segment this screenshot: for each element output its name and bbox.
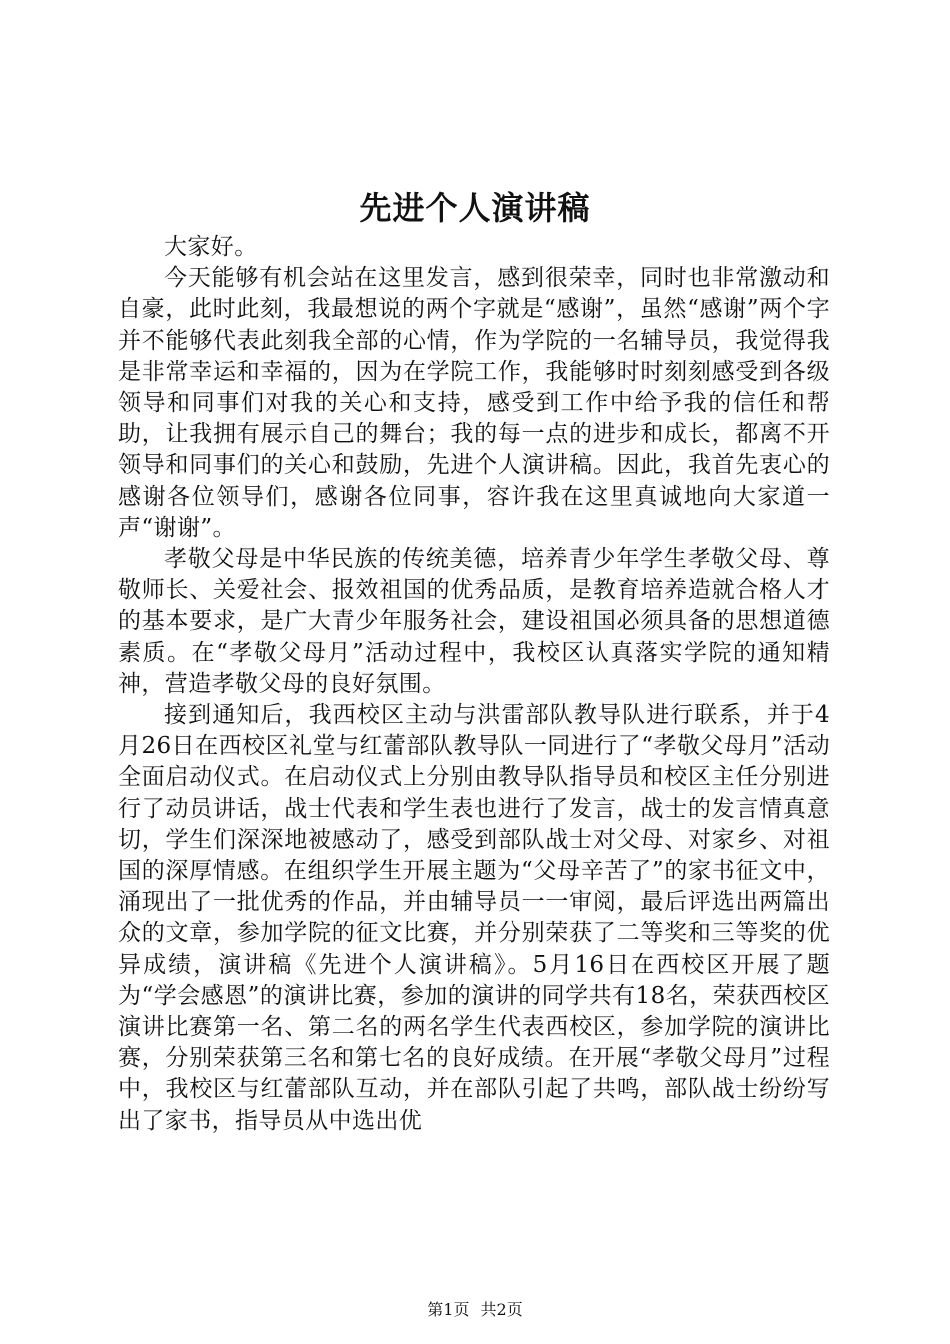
paragraph-activities: 接到通知后，我西校区主动与洪雷部队教导队进行联系，并于4月26日在西校区礼堂与红蕾部队教导队一同进行了“孝敬父母月”活动全面启动仪式。在启动仪式上分别由教导队指导员和校区主任分别进行了动员讲话，战士代表和学生表也进行了发言，战士的发言情真意切，学生们深深地被感动了，感受到部队战士对父母、对家乡、对祖国的深厚情感。在组织学生开展主题为“父母辛苦了”的家书征文中，涌现出了一批优秀的作品，并由辅导员一一审阅，最后评选出两篇出众的文章，参加学院的征文比赛，并分别荣获了二等奖和三等奖的优异成绩，演讲稿《先进个人演讲稿》。5月16日在西校区开展了题为“学会感恩”的演讲比赛，参加的演讲的同学共有18名，荣获西校区演讲比赛第一名、第二名的两名学生代表西校区，参加学院的演讲比赛，分别荣获第三名和第七名的良好成绩。在开展“孝敬父母月”过程中，我校区与红蕾部队互动，并在部队引起了共鸣，部队战士纷纷写出了家书，指导员从中选出优 [118, 702, 830, 1134]
paragraph-greeting: 大家好。 [164, 234, 258, 260]
page-footer [0, 1298, 950, 1322]
paragraph-thanks: 今天能够有机会站在这里发言，感到很荣幸，同时也非常激动和自豪，此时此刻，我最想说的两个字就是“感谢”，虽然“感谢”两个字并不能够代表此刻我全部的心情，作为学院的一名辅导员，我觉得我是非常幸运和幸福的，因为在学院工作，我能够时时刻刻感受到各级领导和同事们对我的关心和支持，感受到工作中给予我的信任和帮助，让我拥有展示自己的舞台；我的每一点的进步和成长，都离不开领导和同事们的关心和鼓励，先进个人演讲稿。因此，我首先衷心的感谢各位领导们，感谢各位同事，容许我在这里真诚地向大家道一声“谢谢”。 [118, 265, 830, 541]
page-number: 第1页 [427, 1300, 470, 1319]
paragraph-filial-piety: 孝敬父母是中华民族的传统美德，培养青少年学生孝敬父母、尊敬师长、关爱社会、报效祖国的优秀品质，是教育培养造就合格人才的基本要求，是广大青少年服务社会，建设祖国必须具备的思想道德素质。在“孝敬父母月”活动过程中，我校区认真落实学院的通知精神，营造孝敬父母的良好氛围。 [118, 546, 830, 697]
document-title: 先进个人演讲稿 [359, 189, 591, 227]
page-total: 共2页 [480, 1300, 523, 1319]
document-body [118, 232, 830, 1137]
